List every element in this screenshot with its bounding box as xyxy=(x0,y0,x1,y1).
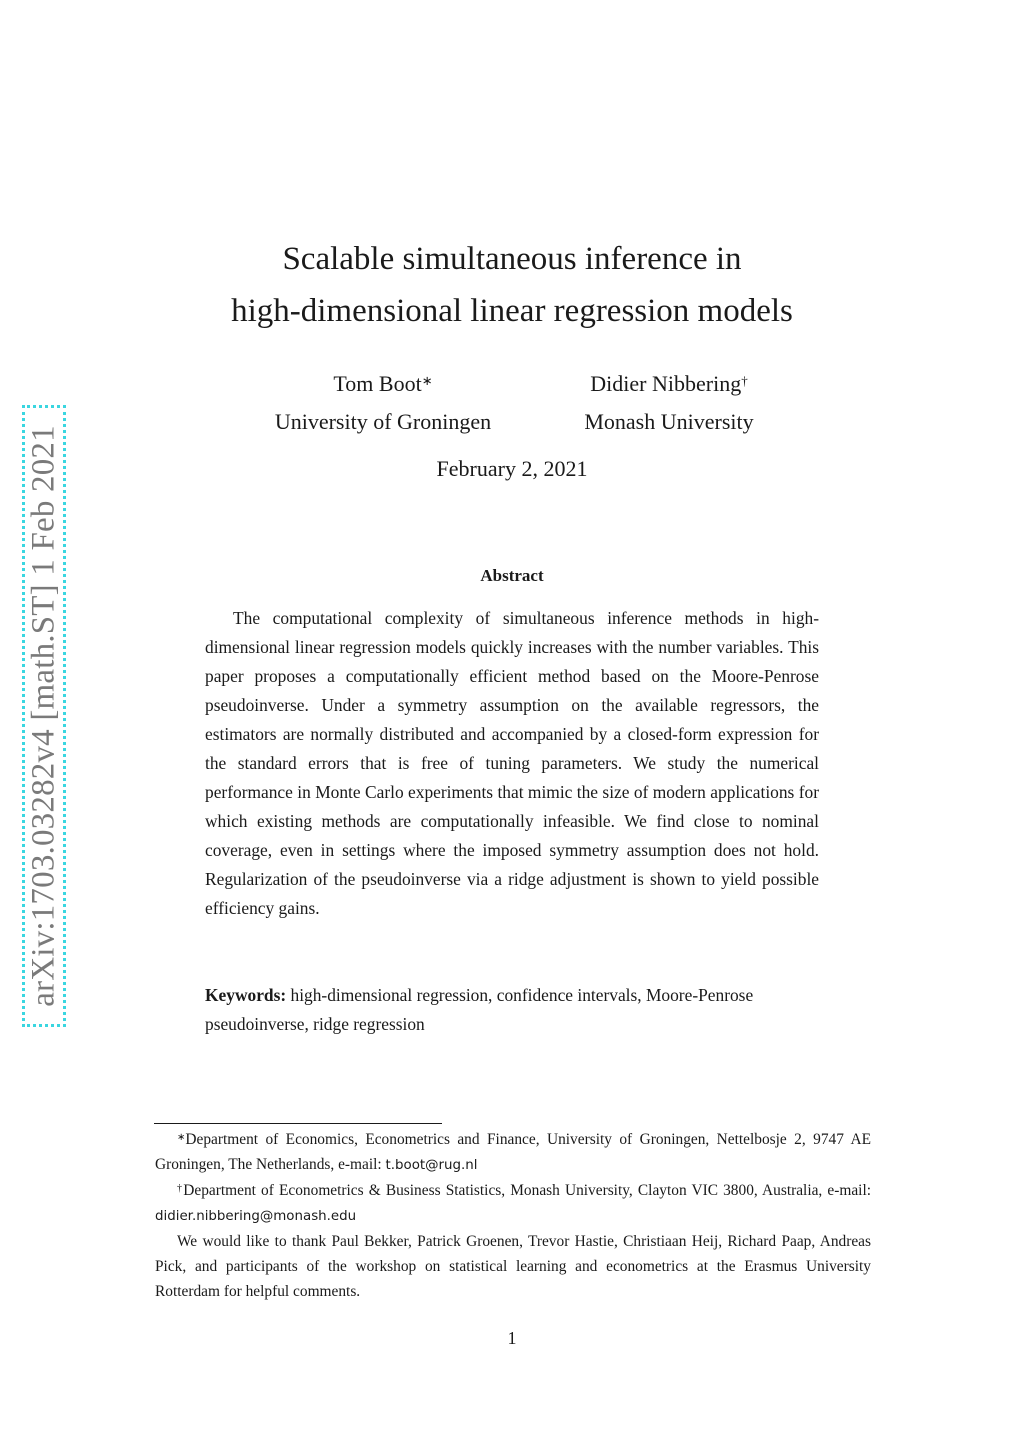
paper-title xyxy=(0,233,1024,337)
keywords-label: Keywords: xyxy=(205,985,287,1005)
abstract-heading: Abstract xyxy=(480,566,544,585)
footnote-acknowledgements: We would like to thank Paul Bekker, Patrick Groenen, Trevor Hastie, Christiaan Heij, Richard Paap, Andreas Pick, and participants of the workshop on statistical learning and econometrics at the Erasmus University Rotterdam for helpful comments. xyxy=(155,1233,871,1300)
arxiv-identifier: arXiv:1703.03282v4 [math.ST] 1 Feb 2021 xyxy=(25,425,62,1007)
title-line-2: high-dimensional linear regression models xyxy=(231,293,793,329)
paper-date: February 2, 2021 xyxy=(436,456,588,481)
footnote-rule xyxy=(154,1123,442,1124)
author-footnote-mark: † xyxy=(741,373,748,388)
author-name: Didier Nibbering† xyxy=(590,371,748,396)
title-line-1: Scalable simultaneous inference in xyxy=(282,241,742,277)
author-affiliation: University of Groningen xyxy=(274,409,492,434)
author-block-boot xyxy=(243,365,523,441)
footnote-boot: ∗Department of Economics, Econometrics and Finance, University of Groningen, Nettelbosje 2, 9747 AE Groningen, The Netherlands, e-mail: t.boot@rug.nl xyxy=(155,1131,871,1173)
keywords-text: high-dimensional regression, confidence intervals, Moore-Penrose pseudoinverse, ridge regression xyxy=(205,985,754,1034)
page-number: 1 xyxy=(507,1328,517,1348)
author-name: Tom Boot∗ xyxy=(333,371,433,396)
author-block-nibbering xyxy=(556,365,782,441)
footnotes xyxy=(155,1127,871,1304)
keywords xyxy=(205,981,837,1039)
footnote-nibbering: †Department of Econometrics & Business Statistics, Monash University, Clayton VIC 3800, Australia, e-mail: didier.nibbering@monash.edu xyxy=(155,1182,871,1224)
author-footnote-mark: ∗ xyxy=(421,373,433,388)
email-link-boot[interactable]: t.boot@rug.nl xyxy=(385,1158,478,1173)
abstract-body: The computational complexity of simultaneous inference methods in high-dimensional linear regression models quickly increases with the number variables. This paper proposes a computationally efficient method based on the Moore-Penrose pseudoinverse. Under a symmetry assumption on the available regressors, the estimators are normally distributed and accompanied by a closed-form expression for the standard errors that is free of tuning parameters. We study the numerical performance in Monte Carlo experiments that mimic the size of modern applications for which existing methods are computationally infeasible. We find close to nominal coverage, even in settings where the imposed symmetry assumption does not hold. Regularization of the pseudoinverse via a ridge adjustment is shown to yield possible efficiency gains. xyxy=(205,608,819,918)
email-link-nibbering[interactable]: didier.nibbering@monash.edu xyxy=(155,1209,357,1224)
author-affiliation: Monash University xyxy=(584,409,754,434)
